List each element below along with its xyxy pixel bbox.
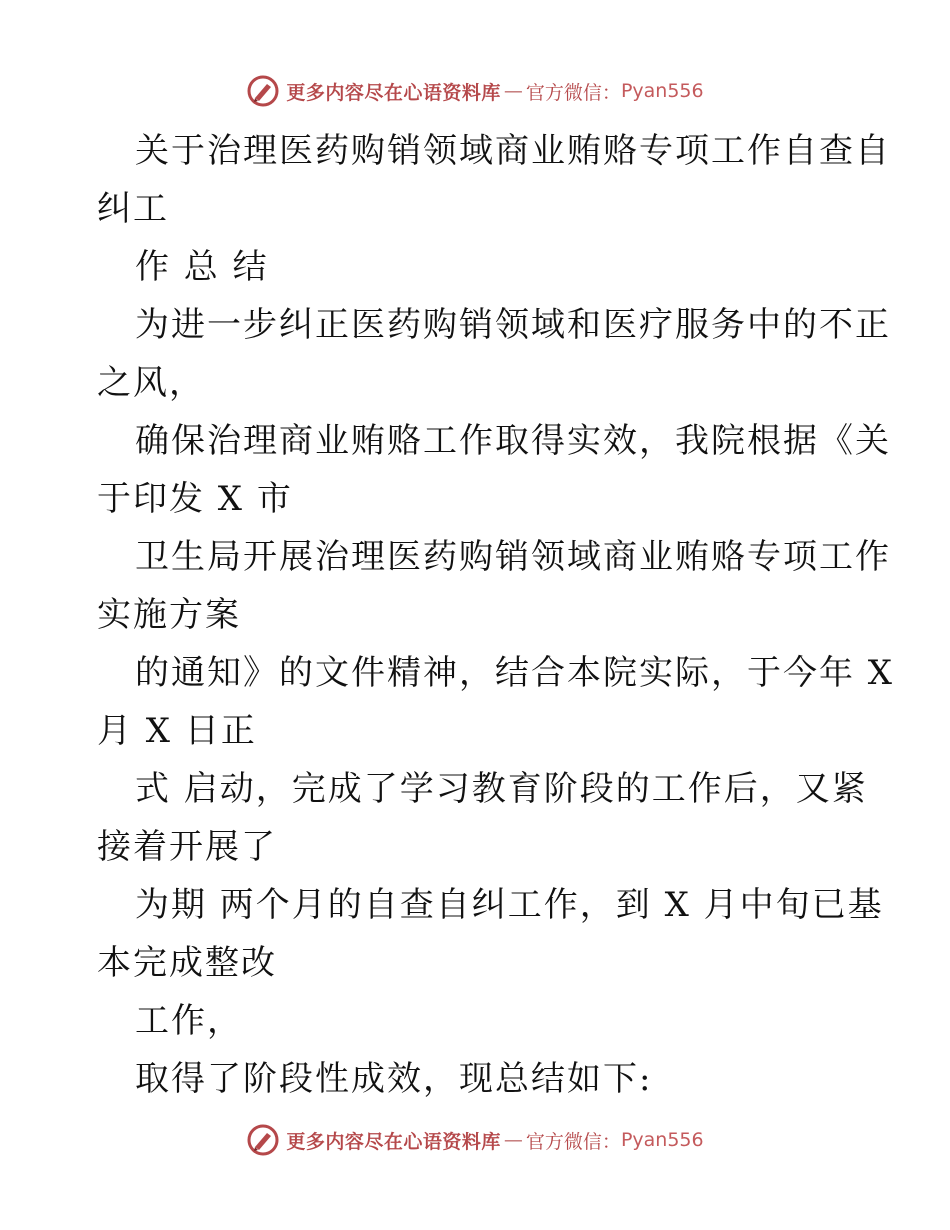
- watermark-brand: 更多内容尽在心语资料库: [286, 81, 501, 104]
- text-line: 本完成整改: [97, 943, 277, 983]
- watermark-separator: —: [503, 80, 523, 102]
- text-line: 月 X 日正: [97, 711, 257, 751]
- watermark-separator: —: [503, 1129, 523, 1151]
- text-line: 实施方案: [97, 595, 241, 635]
- text-line: 关于治理医药购销领域商业贿赂专项工作自查自: [135, 131, 891, 171]
- text-line: 式 启动，完成了学习教育阶段的工作后，又紧: [135, 769, 868, 809]
- watermark-label: 官方微信：: [525, 1130, 621, 1153]
- text-line: 取得了阶段性成效，现总结如下:: [135, 1059, 653, 1099]
- watermark-brand: 更多内容尽在心语资料库: [286, 1130, 501, 1153]
- text-line: 卫生局开展治理医药购销领域商业贿赂专项工作: [135, 537, 891, 577]
- watermark-account: Pyan556: [620, 1129, 704, 1151]
- header-watermark: [0, 71, 950, 111]
- watermark-label: 官方微信：: [525, 81, 621, 104]
- text-line: 工作，: [135, 1001, 243, 1041]
- watermark-account: Pyan556: [620, 80, 704, 102]
- footer-watermark: [0, 1120, 950, 1160]
- text-line: 于印发 X 市: [97, 479, 293, 519]
- text-line: 的通知》的文件精神，结合本院实际，于今年 X: [135, 653, 895, 693]
- pen-logo-icon: [246, 74, 280, 108]
- text-line: 纠工: [97, 189, 169, 229]
- text-line: 之风，: [97, 363, 205, 403]
- text-line: 接着开展了: [97, 827, 277, 867]
- text-line: 确保治理商业贿赂工作取得实效，我院根据《关: [135, 421, 891, 461]
- text-line: 为进一步纠正医药购销领域和医疗服务中的不正: [135, 305, 891, 345]
- pen-logo-icon: [246, 1123, 280, 1157]
- text-line: 作 总 结: [135, 247, 269, 287]
- document-body: [97, 122, 895, 1108]
- text-line: 为期 两个月的自查自纠工作，到 X 月中旬已基: [135, 885, 884, 925]
